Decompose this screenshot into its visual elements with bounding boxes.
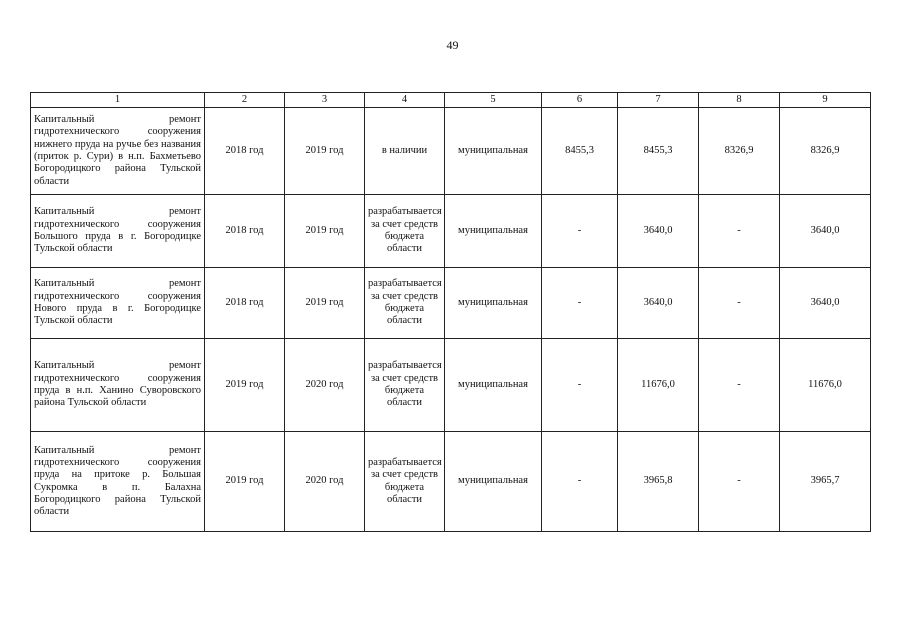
status-cell: в наличии bbox=[365, 108, 445, 195]
project-table bbox=[30, 92, 871, 532]
status-cell: разрабатывается за счет средств бюджета области bbox=[365, 432, 445, 532]
project-name-cell: Капитальный ремонт гидротехнического сооружения Большого пруда в г. Богородицке Тульской области bbox=[31, 195, 205, 268]
table-row bbox=[31, 108, 871, 195]
start-year-cell: 2019 год bbox=[205, 432, 285, 532]
column-header: 2 bbox=[205, 93, 285, 108]
project-name-cell: Капитальный ремонт гидротехнического сооружения Нового пруда в г. Богородицке Тульской области bbox=[31, 268, 205, 339]
ownership-cell: муниципальная bbox=[445, 339, 542, 432]
table-row bbox=[31, 432, 871, 532]
value-cell-9: 11676,0 bbox=[780, 339, 871, 432]
column-header: 4 bbox=[365, 93, 445, 108]
value-cell-9: 3965,7 bbox=[780, 432, 871, 532]
value-cell-8: 8326,9 bbox=[699, 108, 780, 195]
value-cell-9: 8326,9 bbox=[780, 108, 871, 195]
page-number: 49 bbox=[446, 38, 459, 52]
value-cell-8: - bbox=[699, 432, 780, 532]
end-year-cell: 2020 год bbox=[285, 432, 365, 532]
value-cell-7: 11676,0 bbox=[618, 339, 699, 432]
value-cell-6: - bbox=[542, 268, 618, 339]
value-cell-7: 3640,0 bbox=[618, 195, 699, 268]
value-cell-9: 3640,0 bbox=[780, 268, 871, 339]
column-header: 7 bbox=[618, 93, 699, 108]
column-header: 3 bbox=[285, 93, 365, 108]
status-cell: разрабатывается за счет средств бюджета области bbox=[365, 268, 445, 339]
value-cell-8: - bbox=[699, 195, 780, 268]
end-year-cell: 2019 год bbox=[285, 195, 365, 268]
ownership-cell: муниципальная bbox=[445, 268, 542, 339]
project-name-cell: Капитальный ремонт гидротехнического сооружения пруда на притоке р. Большая Сукромка в п. Балахна Богородицкого района Тульской области bbox=[31, 432, 205, 532]
ownership-cell: муниципальная bbox=[445, 432, 542, 532]
value-cell-7: 8455,3 bbox=[618, 108, 699, 195]
ownership-cell: муниципальная bbox=[445, 108, 542, 195]
value-cell-8: - bbox=[699, 339, 780, 432]
column-header: 9 bbox=[780, 93, 871, 108]
project-name-cell: Капитальный ремонт гидротехнического сооружения пруда в н.п. Ханино Суворовского района Тульской области bbox=[31, 339, 205, 432]
table-row bbox=[31, 195, 871, 268]
table-row bbox=[31, 339, 871, 432]
value-cell-6: - bbox=[542, 432, 618, 532]
end-year-cell: 2019 год bbox=[285, 268, 365, 339]
column-header: 8 bbox=[699, 93, 780, 108]
status-cell: разрабатывается за счет средств бюджета области bbox=[365, 339, 445, 432]
start-year-cell: 2019 год bbox=[205, 339, 285, 432]
start-year-cell: 2018 год bbox=[205, 108, 285, 195]
value-cell-6: - bbox=[542, 339, 618, 432]
value-cell-6: 8455,3 bbox=[542, 108, 618, 195]
value-cell-9: 3640,0 bbox=[780, 195, 871, 268]
start-year-cell: 2018 год bbox=[205, 268, 285, 339]
status-cell: разрабатывается за счет средств бюджета области bbox=[365, 195, 445, 268]
column-number-row bbox=[31, 93, 871, 108]
column-header: 6 bbox=[542, 93, 618, 108]
value-cell-8: - bbox=[699, 268, 780, 339]
value-cell-7: 3640,0 bbox=[618, 268, 699, 339]
end-year-cell: 2019 год bbox=[285, 108, 365, 195]
column-header: 1 bbox=[31, 93, 205, 108]
project-name-cell: Капитальный ремонт гидротехнического сооружения нижнего пруда на ручье без названия (приток р. Сури) в н.п. Бахметьево Богородицкого района Тульской области bbox=[31, 108, 205, 195]
value-cell-7: 3965,8 bbox=[618, 432, 699, 532]
start-year-cell: 2018 год bbox=[205, 195, 285, 268]
value-cell-6: - bbox=[542, 195, 618, 268]
column-header: 5 bbox=[445, 93, 542, 108]
end-year-cell: 2020 год bbox=[285, 339, 365, 432]
ownership-cell: муниципальная bbox=[445, 195, 542, 268]
table-row bbox=[31, 268, 871, 339]
